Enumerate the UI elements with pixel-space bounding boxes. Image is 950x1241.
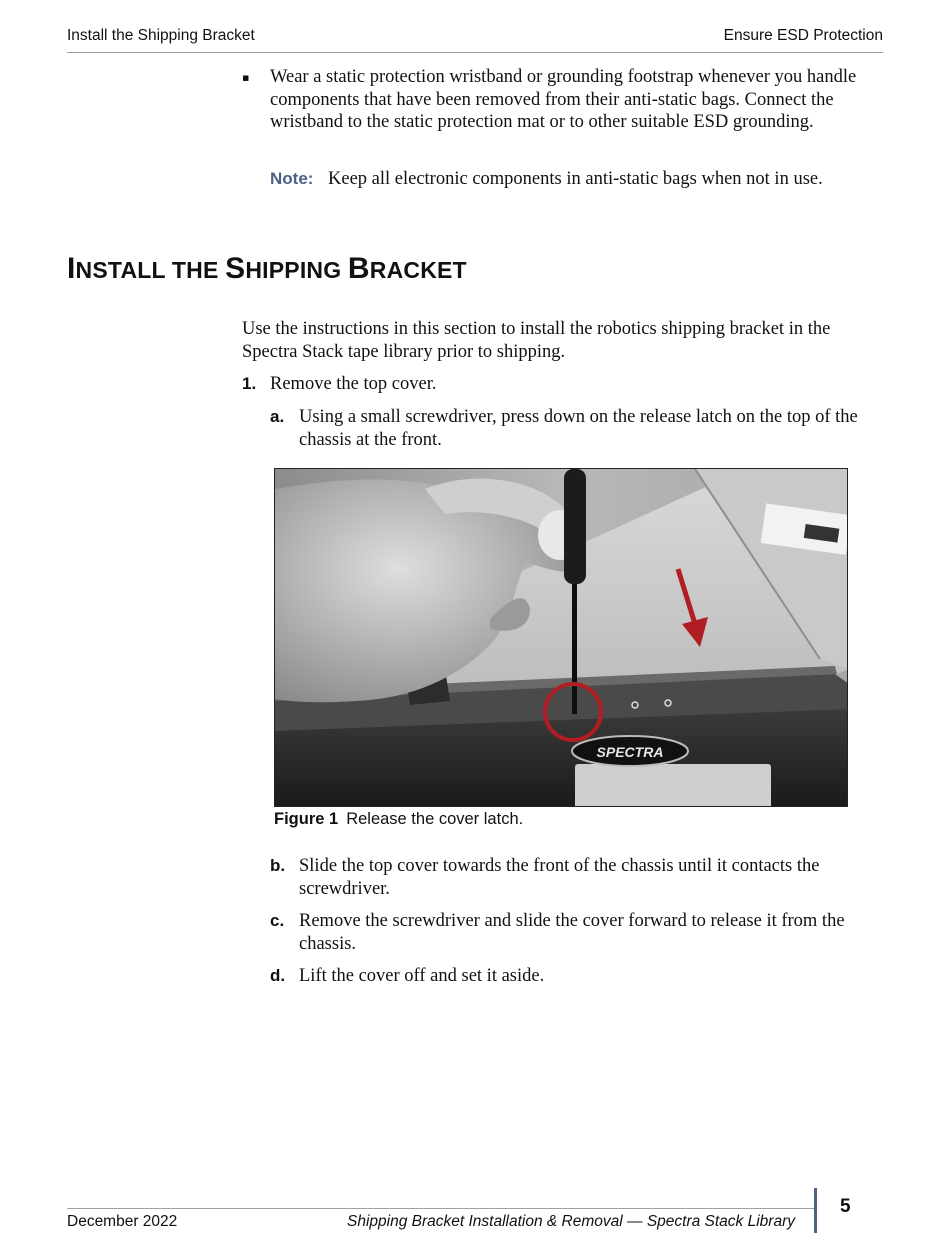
note bbox=[270, 168, 880, 191]
bullet-text: Wear a static protection wristband or grounding footstrap whenever you handle components that have been removed from their anti-static bags. Connect the wristband to the static protection mat or to other suitable ESD grounding. bbox=[270, 67, 857, 132]
screwdriver-shaft bbox=[572, 584, 577, 714]
substep-a bbox=[270, 406, 882, 451]
figure-caption bbox=[274, 810, 523, 829]
heading-rest-3: RACKET bbox=[369, 257, 467, 283]
heading-rest-1: NSTALL THE bbox=[75, 257, 226, 283]
running-header-left: Install the Shipping Bracket bbox=[67, 27, 255, 44]
header-divider bbox=[67, 52, 883, 53]
substep-c bbox=[270, 910, 882, 955]
footer-date: December 2022 bbox=[67, 1213, 178, 1230]
substep-label: d. bbox=[270, 966, 286, 985]
step-number: 1. bbox=[242, 374, 257, 393]
note-text: Keep all electronic components in anti-static bags when not in use. bbox=[328, 169, 823, 189]
step-1 bbox=[242, 373, 882, 396]
substep-b bbox=[270, 855, 882, 900]
screwdriver-handle bbox=[564, 469, 586, 584]
substep-label: c. bbox=[270, 911, 285, 930]
footer-divider bbox=[67, 1208, 814, 1209]
figure-caption-text: Release the cover latch. bbox=[346, 810, 524, 828]
substep-text: Remove the screwdriver and slide the cover forward to release it from the chassis. bbox=[299, 911, 845, 954]
substep-text: Lift the cover off and set it aside. bbox=[299, 966, 545, 986]
running-header-right: Ensure ESD Protection bbox=[723, 27, 883, 44]
spectra-logo-text: SPECTRA bbox=[596, 744, 664, 760]
step-text: Remove the top cover. bbox=[270, 374, 437, 394]
heading-rest-2: HIPPING bbox=[245, 257, 348, 283]
esd-bullet bbox=[242, 66, 882, 134]
figure-photo bbox=[274, 468, 848, 807]
heading-initial-1: I bbox=[67, 252, 76, 285]
section-heading bbox=[67, 252, 467, 286]
substep-text: Slide the top cover towards the front of the chassis until it contacts the screwdriver. bbox=[299, 856, 820, 899]
intro-paragraph: Use the instructions in this section to install the robotics shipping bracket in the Spectra Stack tape library prior to shipping. bbox=[242, 319, 831, 362]
substep-label: b. bbox=[270, 856, 286, 875]
page-number: 5 bbox=[840, 1196, 851, 1217]
heading-initial-3: B bbox=[347, 252, 370, 285]
heading-initial-2: S bbox=[225, 252, 246, 285]
substep-label: a. bbox=[270, 407, 285, 426]
substep-d bbox=[270, 965, 882, 988]
substep-text: Using a small screwdriver, press down on the release latch on the top of the chassis at the front. bbox=[299, 407, 858, 450]
figure-label: Figure 1 bbox=[274, 810, 339, 828]
footer-doc-title: Shipping Bracket Installation & Removal — Spectra Stack Library bbox=[347, 1213, 795, 1230]
note-label: Note: bbox=[270, 169, 314, 188]
footer-accent-bar bbox=[814, 1188, 817, 1233]
bullet-marker: ▪ bbox=[242, 71, 250, 84]
